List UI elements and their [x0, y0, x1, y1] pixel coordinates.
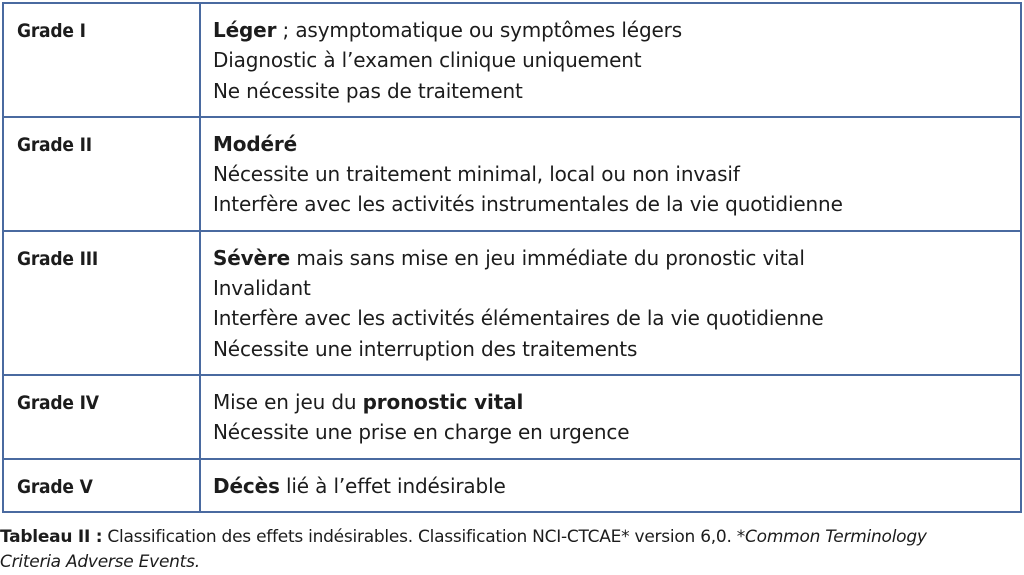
caption-italic: Criteria Adverse Events. [0, 552, 200, 572]
grade-label: Grade IV [3, 375, 200, 459]
bold-term: pronostic vital [362, 389, 524, 414]
grade-description [200, 375, 1021, 459]
line-text: Interfère avec les activités élémentaires de la vie quotidienne [213, 306, 824, 331]
table-row [3, 231, 1021, 375]
grade-label: Grade V [3, 459, 200, 512]
line-text: Nécessite un traitement minimal, local ou non invasif [213, 162, 740, 187]
table-row [3, 117, 1021, 231]
grading-table [2, 2, 1022, 513]
line-text: Interfère avec les activités instrumentales de la vie quotidienne [213, 192, 843, 217]
caption-italic: Common Terminology [745, 527, 927, 547]
description-line [213, 45, 1020, 75]
grade-description [200, 231, 1021, 375]
line-text: Ne nécessite pas de traitement [213, 78, 523, 103]
bold-term: Modéré [213, 131, 298, 156]
description-line [213, 189, 1020, 219]
line-text: Nécessite une interruption des traitements [213, 336, 638, 361]
description-line [213, 273, 1020, 303]
description-line [213, 471, 1020, 501]
description-line [213, 334, 1020, 364]
table-row [3, 375, 1021, 459]
line-text: Nécessite une prise en charge en urgence [213, 420, 630, 445]
line-text: Mise en jeu du [213, 389, 363, 414]
description-line [213, 76, 1020, 106]
grade-description [200, 459, 1021, 512]
description-line [213, 129, 1020, 159]
line-text: ; asymptomatique ou symptômes légers [276, 18, 683, 42]
bold-term: Léger [213, 18, 277, 42]
line-text: lié à l’effet indésirable [279, 473, 506, 498]
caption-text: Classification des effets indésirables. Classification NCI-CTCAE* version 6,0. * [102, 527, 746, 547]
description-line [213, 15, 1020, 45]
description-line [213, 417, 1020, 447]
grade-description [200, 117, 1021, 231]
grade-label: Grade III [3, 231, 200, 375]
table-row [3, 459, 1021, 512]
caption-label: Tableau II : [0, 527, 103, 547]
grade-label: Grade II [3, 117, 200, 231]
caption-line-2 [0, 550, 1024, 575]
table-row [3, 3, 1021, 117]
grade-description [200, 3, 1021, 117]
description-line [213, 387, 1020, 417]
description-line [213, 303, 1020, 333]
bold-term: Sévère [213, 245, 291, 270]
description-line [213, 159, 1020, 189]
description-line [213, 243, 1020, 273]
line-text: Invalidant [213, 276, 311, 301]
line-text: mais sans mise en jeu immédiate du pronostic vital [290, 245, 805, 270]
table-caption [0, 525, 1024, 575]
caption-line-1 [0, 525, 1024, 550]
line-text: Diagnostic à l’examen clinique uniquement [213, 48, 642, 73]
bold-term: Décès [213, 473, 280, 498]
grade-label: Grade I [3, 3, 200, 117]
